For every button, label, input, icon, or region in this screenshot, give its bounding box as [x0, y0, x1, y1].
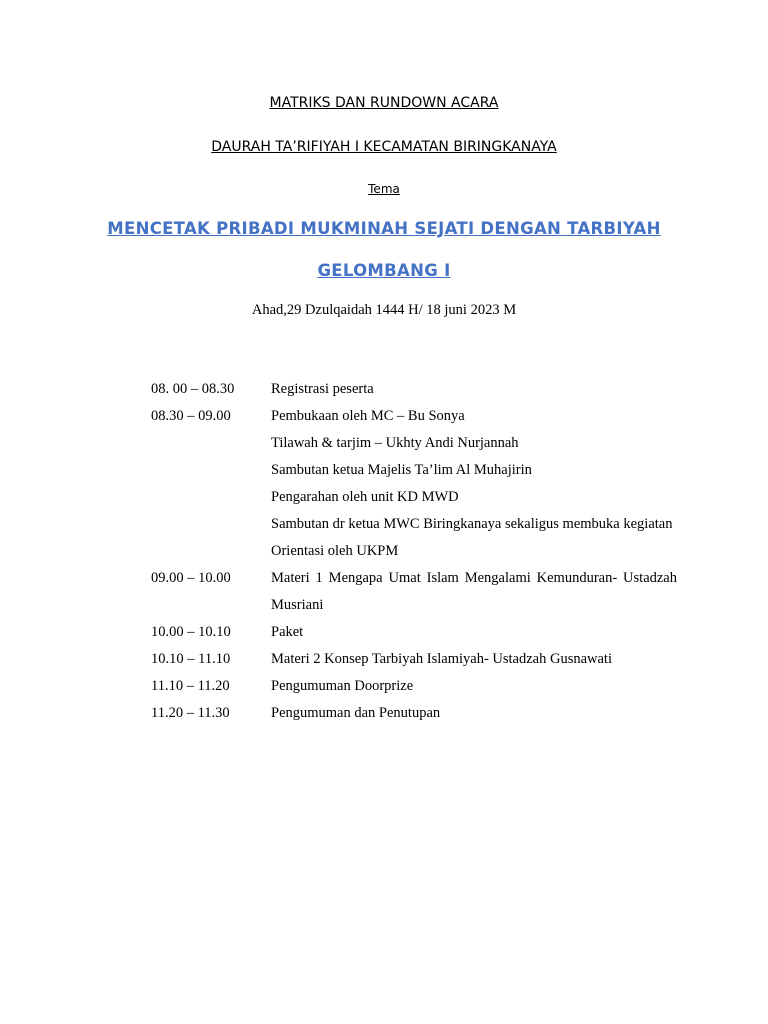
schedule-row	[151, 619, 677, 646]
schedule-time: 10.10 – 11.10	[151, 651, 231, 667]
schedule-row	[151, 376, 677, 403]
schedule-time: 08.30 – 09.00	[151, 408, 231, 424]
schedule-time: 11.10 – 11.20	[151, 678, 230, 694]
schedule-activities	[271, 403, 677, 565]
schedule-activity: Tilawah & tarjim – Ukhty Andi Nurjannah	[271, 435, 519, 451]
document-subtitle: DAURAH TA’RIFIYAH I KECAMATAN BIRINGKANAYA	[211, 139, 557, 155]
schedule-activities	[271, 646, 677, 673]
schedule-activity: Sambutan dr ketua MWC Biringkanaya sekaligus membuka kegiatan	[271, 516, 673, 532]
schedule-activity: Sambutan ketua Majelis Ta’lim Al Muhajirin	[271, 462, 532, 478]
schedule-row	[151, 403, 677, 565]
schedule-activities	[271, 673, 677, 700]
schedule-time: 08. 00 – 08.30	[151, 381, 235, 397]
schedule-activity: Pengumuman Doorprize	[271, 678, 414, 694]
theme-label: Tema	[368, 182, 400, 196]
schedule-activities	[271, 700, 677, 727]
schedule-time: 11.20 – 11.30	[151, 705, 230, 721]
theme-title-line-2: GELOMBANG I	[317, 261, 451, 280]
schedule-activity: Pembukaan oleh MC – Bu Sonya	[271, 408, 465, 424]
schedule-activities	[271, 619, 677, 646]
schedule-activities	[271, 376, 677, 403]
schedule-activity: Materi 1 Mengapa Umat Islam Mengalami Kemunduran- Ustadzah Musriani	[271, 570, 677, 613]
schedule-time: 10.00 – 10.10	[151, 624, 231, 640]
schedule-activity: Pengarahan oleh unit KD MWD	[271, 489, 459, 505]
schedule-row	[151, 673, 677, 700]
schedule-activity: Orientasi oleh UKPM	[271, 543, 399, 559]
document-title: MATRIKS DAN RUNDOWN ACARA	[269, 95, 499, 111]
schedule-activity: Pengumuman dan Penutupan	[271, 705, 441, 721]
schedule-row	[151, 700, 677, 727]
schedule-row	[151, 565, 677, 619]
schedule-time: 09.00 – 10.00	[151, 570, 231, 586]
event-date: Ahad,29 Dzulqaidah 1444 H/ 18 juni 2023 M	[251, 302, 517, 318]
schedule-activity: Paket	[271, 624, 304, 640]
rundown-schedule	[151, 376, 677, 727]
schedule-activity: Registrasi peserta	[271, 381, 374, 397]
schedule-activity: Materi 2 Konsep Tarbiyah Islamiyah- Ustadzah Gusnawati	[271, 651, 612, 667]
schedule-row	[151, 646, 677, 673]
schedule-activities	[271, 565, 677, 619]
theme-title-line-1: MENCETAK PRIBADI MUKMINAH SEJATI DENGAN TARBIYAH	[107, 219, 661, 238]
